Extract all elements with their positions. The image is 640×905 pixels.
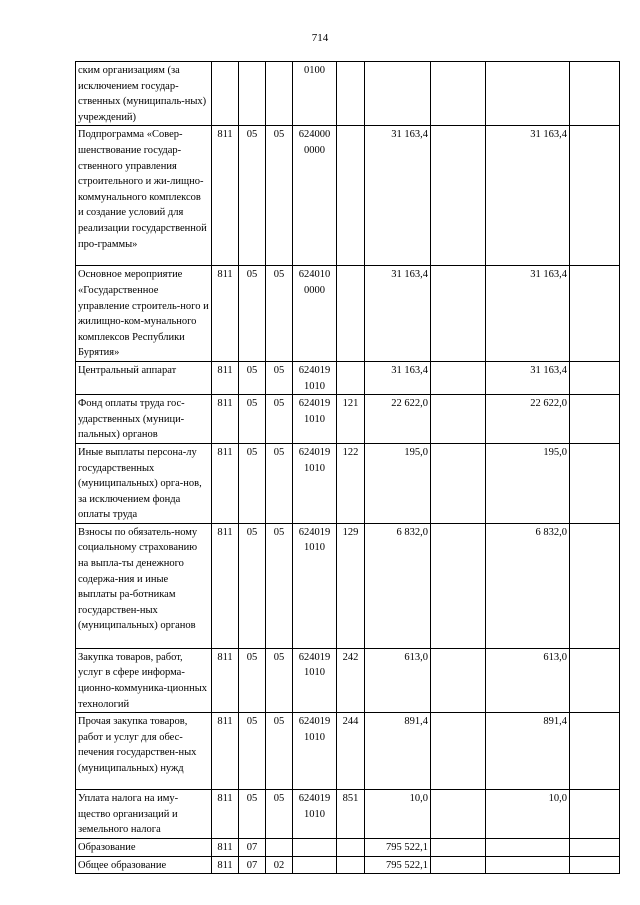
- row-name: Центральный аппарат: [76, 361, 212, 394]
- row-name: Фонд оплаты труда гос-ударственных (муници-пальных) органов: [76, 395, 212, 444]
- row-csr: [293, 839, 337, 857]
- row-razdel: 05: [239, 523, 266, 648]
- row-grbs: 811: [212, 523, 239, 648]
- row-name: Уплата налога на иму-щество организаций и земельного налога: [76, 790, 212, 839]
- row-vr: 851: [337, 790, 365, 839]
- row-amount-2: 31 163,4: [486, 361, 570, 394]
- row-podrazdel: [266, 62, 293, 126]
- row-grbs: 811: [212, 648, 239, 712]
- row-name: Образование: [76, 839, 212, 857]
- row-vr: 121: [337, 395, 365, 444]
- row-grbs: 811: [212, 395, 239, 444]
- row-amount: 195,0: [365, 443, 431, 523]
- budget-table: [75, 61, 620, 874]
- row-csr: 624019 1010: [293, 523, 337, 648]
- row-col-8: [431, 713, 486, 790]
- row-razdel: 05: [239, 361, 266, 394]
- row-podrazdel: 05: [266, 790, 293, 839]
- row-col-10: [570, 62, 620, 126]
- row-amount-2: 613,0: [486, 648, 570, 712]
- row-vr: [337, 266, 365, 362]
- row-col-8: [431, 361, 486, 394]
- row-razdel: 05: [239, 713, 266, 790]
- row-podrazdel: 02: [266, 856, 293, 874]
- row-col-8: [431, 523, 486, 648]
- row-col-10: [570, 790, 620, 839]
- row-name: Взносы по обязатель-ному социальному страхованию на выпла-ты денежного содержа-ния и иные выплаты ра-ботникам государствен-ных (муниципальных) органов: [76, 523, 212, 648]
- row-grbs: 811: [212, 713, 239, 790]
- row-razdel: 07: [239, 839, 266, 857]
- row-podrazdel: 05: [266, 648, 293, 712]
- page-number: 714: [311, 32, 329, 44]
- row-amount: [365, 62, 431, 126]
- row-amount-2: 31 163,4: [486, 126, 570, 266]
- row-amount-2: 10,0: [486, 790, 570, 839]
- row-csr: [293, 856, 337, 874]
- row-col-8: [431, 856, 486, 874]
- row-razdel: 05: [239, 395, 266, 444]
- row-amount: 795 522,1: [365, 839, 431, 857]
- row-col-8: [431, 62, 486, 126]
- row-amount: 31 163,4: [365, 126, 431, 266]
- row-col-10: [570, 523, 620, 648]
- table-row: [76, 648, 620, 712]
- row-razdel: 07: [239, 856, 266, 874]
- row-razdel: 05: [239, 443, 266, 523]
- row-name: Подпрограмма «Совер-шенствование государ-ственного управления строительного и жи-лищно-коммунального комплексов и создание условий для реализации государственной про-граммы»: [76, 126, 212, 266]
- row-razdel: 05: [239, 266, 266, 362]
- row-amount: 31 163,4: [365, 266, 431, 362]
- row-csr: 624019 1010: [293, 395, 337, 444]
- row-amount: 10,0: [365, 790, 431, 839]
- row-csr: 624010 0000: [293, 266, 337, 362]
- row-grbs: 811: [212, 266, 239, 362]
- row-vr: 122: [337, 443, 365, 523]
- row-razdel: 05: [239, 648, 266, 712]
- table-row: [76, 856, 620, 874]
- row-amount: 6 832,0: [365, 523, 431, 648]
- row-grbs: 811: [212, 839, 239, 857]
- row-vr: [337, 839, 365, 857]
- row-name: Прочая закупка товаров, работ и услуг для обес-печения государствен-ных (муниципальных) нужд: [76, 713, 212, 790]
- row-col-8: [431, 839, 486, 857]
- row-amount-2: 195,0: [486, 443, 570, 523]
- row-podrazdel: 05: [266, 713, 293, 790]
- row-csr: 624000 0000: [293, 126, 337, 266]
- row-vr: 242: [337, 648, 365, 712]
- row-amount-2: 31 163,4: [486, 266, 570, 362]
- row-col-8: [431, 790, 486, 839]
- row-amount: 31 163,4: [365, 361, 431, 394]
- row-amount-2: 891,4: [486, 713, 570, 790]
- row-vr: 129: [337, 523, 365, 648]
- row-csr: 624019 1010: [293, 790, 337, 839]
- table-row: [76, 126, 620, 266]
- row-name: ским организациям (за исключением государ-ственных (муниципаль-ных) учреждений): [76, 62, 212, 126]
- row-grbs: 811: [212, 856, 239, 874]
- table-row: [76, 839, 620, 857]
- row-col-10: [570, 839, 620, 857]
- table-row: [76, 395, 620, 444]
- row-col-8: [431, 443, 486, 523]
- row-col-10: [570, 443, 620, 523]
- row-amount: 795 522,1: [365, 856, 431, 874]
- row-vr: [337, 62, 365, 126]
- row-grbs: 811: [212, 126, 239, 266]
- row-csr: 624019 1010: [293, 443, 337, 523]
- row-col-8: [431, 395, 486, 444]
- row-podrazdel: 05: [266, 361, 293, 394]
- row-amount-2: [486, 839, 570, 857]
- row-vr: [337, 856, 365, 874]
- table-row: [76, 523, 620, 648]
- table-row: [76, 266, 620, 362]
- row-amount-2: [486, 62, 570, 126]
- row-amount: 891,4: [365, 713, 431, 790]
- row-name: Основное мероприятие «Государственное управление строитель-ного и жилищно-ком-мунального комплексов Республики Бурятия»: [76, 266, 212, 362]
- row-csr: 624019 1010: [293, 648, 337, 712]
- row-csr: 624019 1010: [293, 713, 337, 790]
- row-podrazdel: [266, 839, 293, 857]
- row-grbs: [212, 62, 239, 126]
- table-row: [76, 361, 620, 394]
- row-podrazdel: 05: [266, 126, 293, 266]
- row-razdel: 05: [239, 790, 266, 839]
- row-csr: 0100: [293, 62, 337, 126]
- row-grbs: 811: [212, 443, 239, 523]
- row-col-10: [570, 395, 620, 444]
- row-amount-2: 22 622,0: [486, 395, 570, 444]
- row-amount-2: [486, 856, 570, 874]
- row-name: Закупка товаров, работ, услуг в сфере информа-ционно-коммуника-ционных технологий: [76, 648, 212, 712]
- row-name: Общее образование: [76, 856, 212, 874]
- row-col-8: [431, 266, 486, 362]
- row-podrazdel: 05: [266, 443, 293, 523]
- row-podrazdel: 05: [266, 395, 293, 444]
- row-name: Иные выплаты персона-лу государственных (муниципальных) орга-нов, за исключением фонда оплаты труда: [76, 443, 212, 523]
- row-razdel: [239, 62, 266, 126]
- row-col-8: [431, 648, 486, 712]
- table-row: [76, 443, 620, 523]
- row-amount: 22 622,0: [365, 395, 431, 444]
- row-grbs: 811: [212, 790, 239, 839]
- row-vr: 244: [337, 713, 365, 790]
- row-vr: [337, 361, 365, 394]
- table-row: [76, 713, 620, 790]
- row-vr: [337, 126, 365, 266]
- row-amount-2: 6 832,0: [486, 523, 570, 648]
- row-podrazdel: 05: [266, 523, 293, 648]
- row-amount: 613,0: [365, 648, 431, 712]
- row-podrazdel: 05: [266, 266, 293, 362]
- row-razdel: 05: [239, 126, 266, 266]
- row-col-8: [431, 126, 486, 266]
- row-csr: 624019 1010: [293, 361, 337, 394]
- table-row: [76, 790, 620, 839]
- row-col-10: [570, 648, 620, 712]
- row-col-10: [570, 856, 620, 874]
- table-row: [76, 62, 620, 126]
- row-grbs: 811: [212, 361, 239, 394]
- row-col-10: [570, 266, 620, 362]
- row-col-10: [570, 361, 620, 394]
- row-col-10: [570, 713, 620, 790]
- row-col-10: [570, 126, 620, 266]
